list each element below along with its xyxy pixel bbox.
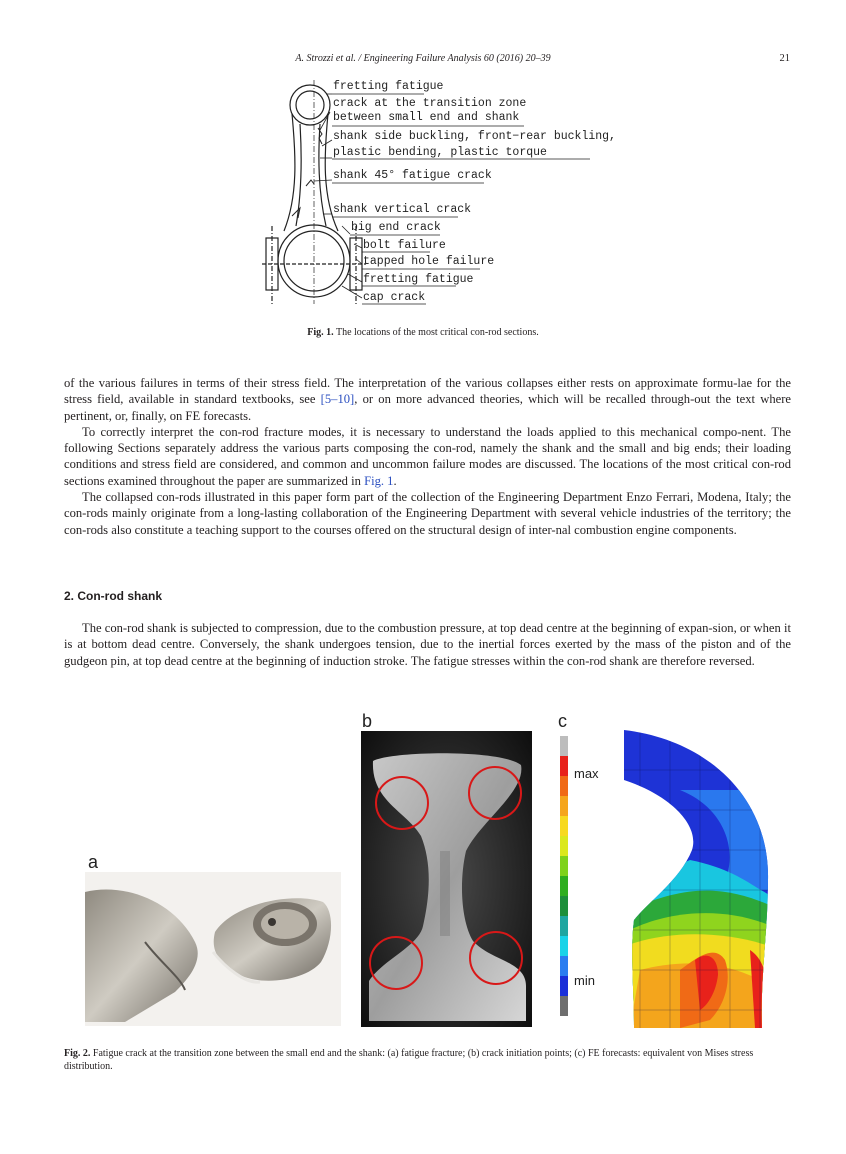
figure2-caption [64, 1047, 791, 1073]
legend-color-swatch [560, 756, 568, 777]
figure1-caption-label: Fig. 1. [307, 327, 334, 338]
figure2-panel-c-letter: c [558, 711, 567, 731]
figure2-caption-label: Fig. 2. [64, 1048, 91, 1059]
figure2-panel-b-photo [361, 731, 532, 1027]
fig1-label-transition-crack: crack at the transition zone [333, 97, 527, 110]
legend-min-label: min [574, 973, 595, 988]
fig1-label-bolt-failure: bolt failure [363, 239, 446, 252]
figure2-stress-legend-bar [560, 736, 574, 1016]
legend-max-label: max [574, 766, 599, 781]
fig1-label-plastic-bending: plastic bending, plastic torque [333, 146, 547, 159]
body-text-intro [64, 375, 791, 538]
paragraph-1a: of the various failures in terms of their stress field. The interpretation of the various collapses either rests on approximate formu-lae for the stress field, available in standard textbooks, see [64, 376, 791, 407]
running-title: A. Strozzi et al. / Engineering Failure Analysis 60 (2016) 20–39 [295, 53, 551, 64]
legend-color-swatch [560, 936, 568, 957]
fig1-label-tapped-hole-failure: tapped hole failure [363, 255, 495, 268]
legend-color-swatch [560, 776, 568, 797]
fig1-label-cap-crack: cap crack [363, 291, 426, 304]
paragraph-3: The collapsed con-rods illustrated in this paper form part of the collection of the Engineering Department Enzo Ferrari, Modena, Italy; the con-rods mainly originate from a long-lasting collaboration of the Engineering Department with several vehicle industries of the territory; the con-rods also constitute a teaching support to the courses offered on the structural design of inter-nal combustion engine components. [64, 490, 791, 537]
legend-color-swatch [560, 996, 568, 1016]
reference-link-5-10[interactable]: [5–10] [320, 392, 355, 407]
page-number: 21 [779, 53, 790, 64]
legend-color-swatch [560, 876, 568, 897]
legend-color-swatch [560, 856, 568, 877]
legend-color-swatch [560, 796, 568, 817]
fig1-label-big-end-fretting: fretting fatigue [363, 273, 474, 286]
figure2-panel-b-letter: b [362, 711, 373, 731]
figure1-link[interactable]: Fig. 1 [364, 473, 394, 488]
legend-color-swatch [560, 736, 568, 757]
legend-color-swatch [560, 916, 568, 937]
fig1-label-shank-buckling: shank side buckling, front−rear buckling, [333, 130, 616, 143]
figure2-caption-text: Fatigue crack at the transition zone between the small end and the shank: (a) fatigue fracture; (b) crack initiation points; (c) FE forecasts: equivalent von Mises stress distribution. [64, 1048, 754, 1072]
section-heading: 2. Con-rod shank [64, 589, 163, 603]
figure2-fe-stress-plot [620, 730, 780, 1028]
paragraph-2b: . [393, 473, 397, 488]
paragraph-4: The con-rod shank is subjected to compression, due to the combustion pressure, at top dead centre at the beginning of expan-sion, or when it is at bottom dead centre. Conversely, the shank undergoes tension, due to the inertial forces exerted by the mass of the piston and of the gudgeon pin, at top dead centre at the beginning of induction stroke. The fatigue stresses within the con-rod shank are therefore reversed. [64, 621, 791, 668]
paragraph-1b: , or on more advanced theories, which will be recalled through-out the text where pertinent, or, finally, on FE forecasts. [64, 392, 791, 423]
figure2-panel-a-photo [85, 872, 341, 1026]
fig1-label-transition-crack-line2: between small end and shank [333, 111, 520, 124]
legend-color-swatch [560, 956, 568, 977]
legend-color-swatch [560, 836, 568, 857]
fig1-label-small-end-fretting: fretting fatigue [333, 80, 444, 93]
paragraph-2a: To correctly interpret the con-rod fracture modes, it is necessary to understand the loads applied to this mechanical compo-nent. The following Sections separately address the various parts composing the con-rod, namely the shank and the small and big ends; their loading conditions and stress field are considered, and common and uncommon failure modes are discussed. The locations of the most critical con-rod sections examined throughout the paper are summarized in [64, 424, 791, 488]
fig1-label-shank-vertical-crack: shank vertical crack [333, 203, 472, 216]
legend-color-swatch [560, 896, 568, 917]
legend-color-swatch [560, 976, 568, 997]
body-text-shank [64, 620, 791, 669]
fig1-label-shank-45-crack: shank 45° fatigue crack [333, 169, 492, 182]
figure1-caption [0, 326, 846, 339]
fig1-label-big-end-crack: big end crack [351, 221, 441, 234]
legend-color-swatch [560, 816, 568, 837]
small-end-inner [296, 91, 324, 119]
figure1-caption-text: The locations of the most critical con-rod sections. [335, 327, 539, 338]
figure2-panel-a-letter: a [88, 852, 99, 872]
